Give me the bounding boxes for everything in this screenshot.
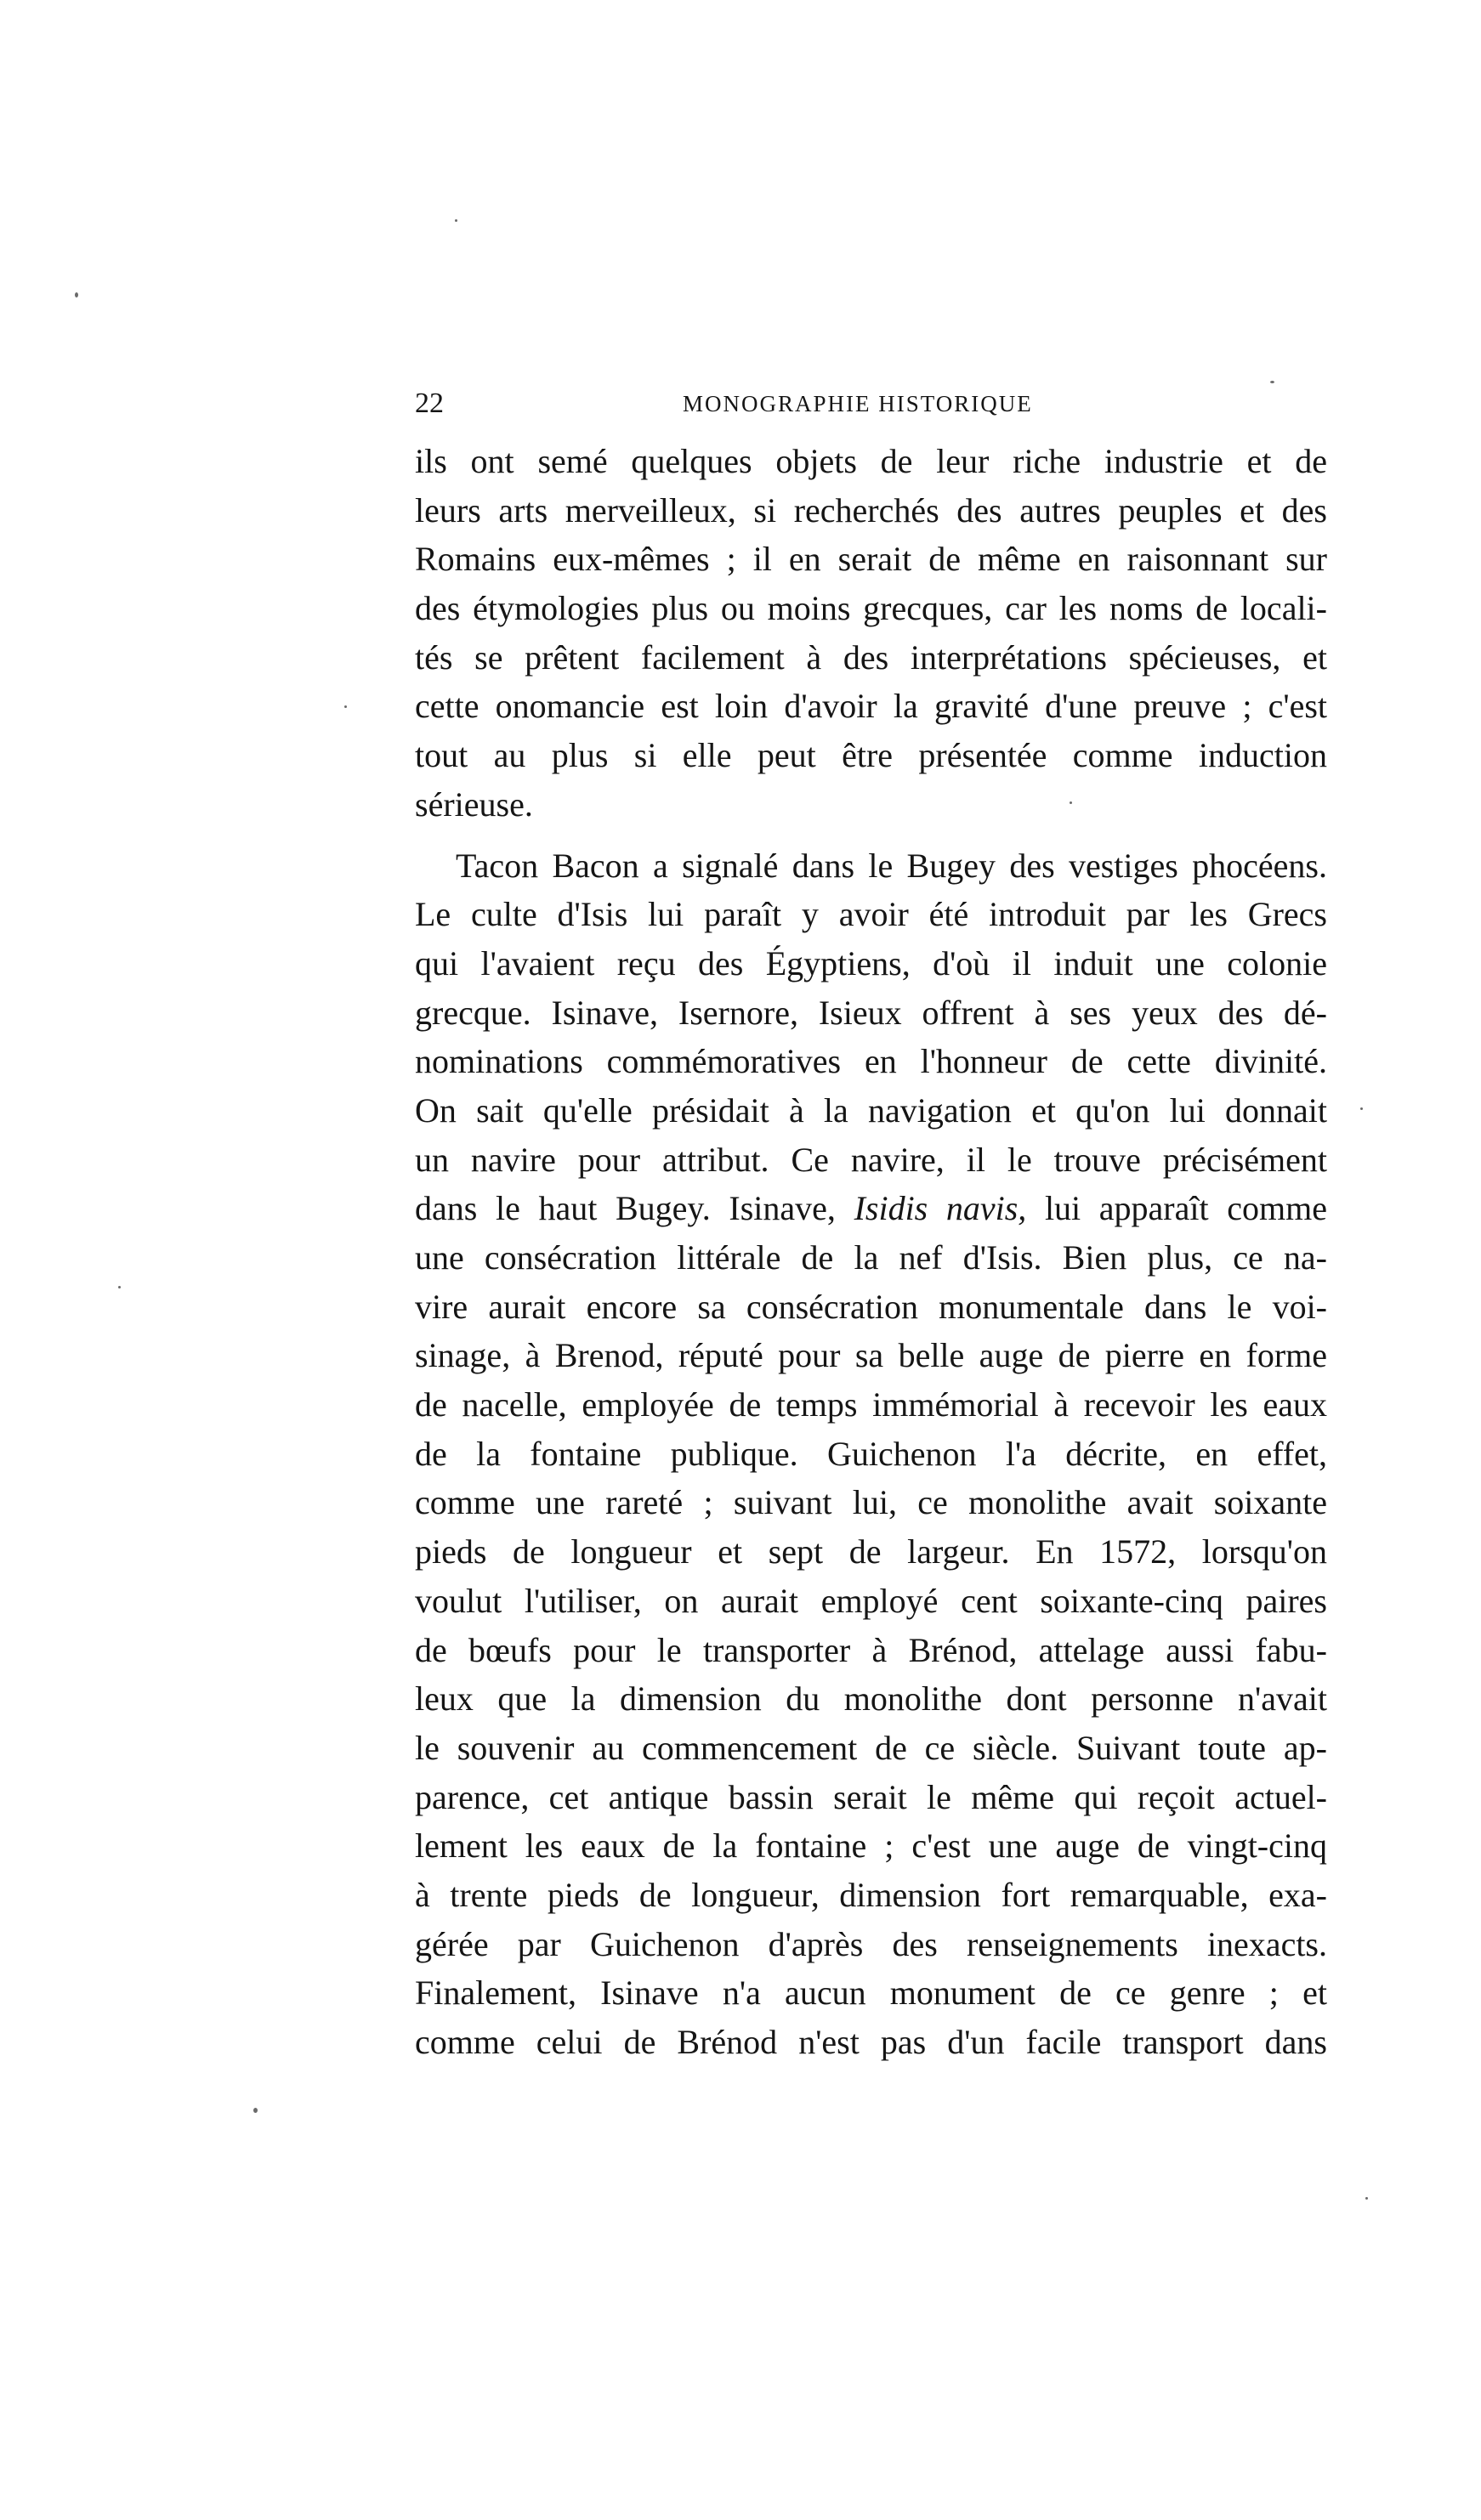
text-line: cette onomancie est loin d'avoir la gravité d'une preuve ; c'est	[415, 687, 1327, 726]
text-line: tés se prêtent facilement à des interprétations spécieuses, et	[415, 637, 1327, 677]
text-line: leux que la dimension du monolithe dont personne n'avait	[415, 1679, 1327, 1719]
text-line: pieds de longueur et sept de largeur. En 1572, lorsqu'on	[415, 1532, 1327, 1571]
text-line: Tacon Bacon a signalé dans le Bugey des vestiges phocéens.	[456, 846, 1327, 885]
text-line: des étymologies plus ou moins grecques, car les noms de locali-	[415, 589, 1327, 628]
scan-speck	[1070, 801, 1072, 804]
scan-speck	[1270, 381, 1274, 383]
page-header	[415, 388, 1350, 430]
text-line: ils ont semé quelques objets de leur riche industrie et de	[415, 442, 1327, 480]
scan-speck	[118, 1286, 121, 1288]
text-line: comme celui de Brénod n'est pas d'un facile transport dans	[415, 2023, 1327, 2061]
text-line: parence, cet antique bassin serait le même qui reçoit actuel-	[415, 1777, 1327, 1816]
scan-speck	[1365, 2197, 1368, 2200]
text-line: Romains eux-mêmes ; il en serait de même en raisonnant sur	[415, 540, 1327, 579]
text-line: qui l'avaient reçu des Égyptiens, d'où il induit une colonie	[415, 943, 1327, 983]
text-line: voulut l'utiliser, on aurait employé cent soixante-cinq paires	[415, 1581, 1327, 1620]
paragraph-1	[415, 437, 1327, 830]
paragraph-gap	[415, 830, 1327, 841]
scan-speck	[455, 219, 457, 222]
text-line: Le culte d'Isis lui paraît y avoir été introduit par les Grecs	[415, 895, 1327, 934]
text-line: On sait qu'elle présidait à la navigation et qu'on lui donnait	[415, 1090, 1327, 1130]
text-line: grecque. Isinave, Isernore, Isieux offrent à ses yeux des dé-	[415, 993, 1327, 1032]
scan-speck	[75, 292, 78, 297]
text-line: vire aurait encore sa consécration monumentale dans le voi-	[415, 1287, 1327, 1326]
scan-speck	[253, 2108, 258, 2113]
text-line: à trente pieds de longueur, dimension fort remarquable, exa-	[415, 1875, 1327, 1914]
text-line: de bœufs pour le transporter à Brénod, attelage aussi fabu-	[415, 1630, 1327, 1669]
text-line: comme une rareté ; suivant lui, ce monolithe avait soixante	[415, 1483, 1327, 1522]
text-line: gérée par Guichenon d'après des renseignements inexacts.	[415, 1924, 1327, 1963]
text-line: de nacelle, employée de temps immémorial à recevoir les eaux	[415, 1385, 1327, 1424]
text-line: une consécration littérale de la nef d'Isis. Bien plus, ce na-	[415, 1238, 1327, 1277]
paragraph-2	[415, 841, 1327, 2067]
text-line: nominations commémoratives en l'honneur de cette divinité.	[415, 1042, 1327, 1081]
italic-latin-phrase: Isidis navis,	[854, 1189, 1027, 1228]
scan-speck	[1360, 1107, 1363, 1110]
text-line-with-italic	[415, 1184, 1327, 1233]
text-line: sinage, à Brenod, réputé pour sa belle auge de pierre en forme	[415, 1336, 1327, 1375]
text-segment: dans le haut Bugey. Isinave,	[415, 1189, 854, 1228]
text-line: Finalement, Isinave n'a aucun monument de ce genre ; et	[415, 1974, 1327, 2013]
text-line: tout au plus si elle peut être présentée comme induction	[415, 736, 1327, 775]
page-number: 22	[415, 388, 444, 419]
text-line: sérieuse.	[415, 784, 533, 824]
text-line: le souvenir au commencement de ce siècle. Suivant toute ap-	[415, 1728, 1327, 1767]
body-text	[415, 437, 1327, 2067]
text-line: un navire pour attribut. Ce navire, il le trouve précisément	[415, 1140, 1327, 1179]
text-line: leurs arts merveilleux, si recherchés des autres peuples et des	[415, 490, 1327, 529]
scan-speck	[344, 705, 347, 708]
text-line: lement les eaux de la fontaine ; c'est une auge de vingt-cinq	[415, 1826, 1327, 1866]
text-segment: lui apparaît comme	[1026, 1189, 1327, 1228]
running-title: MONOGRAPHIE HISTORIQUE	[683, 391, 1033, 416]
text-line: de la fontaine publique. Guichenon l'a décrite, en effet,	[415, 1434, 1327, 1473]
